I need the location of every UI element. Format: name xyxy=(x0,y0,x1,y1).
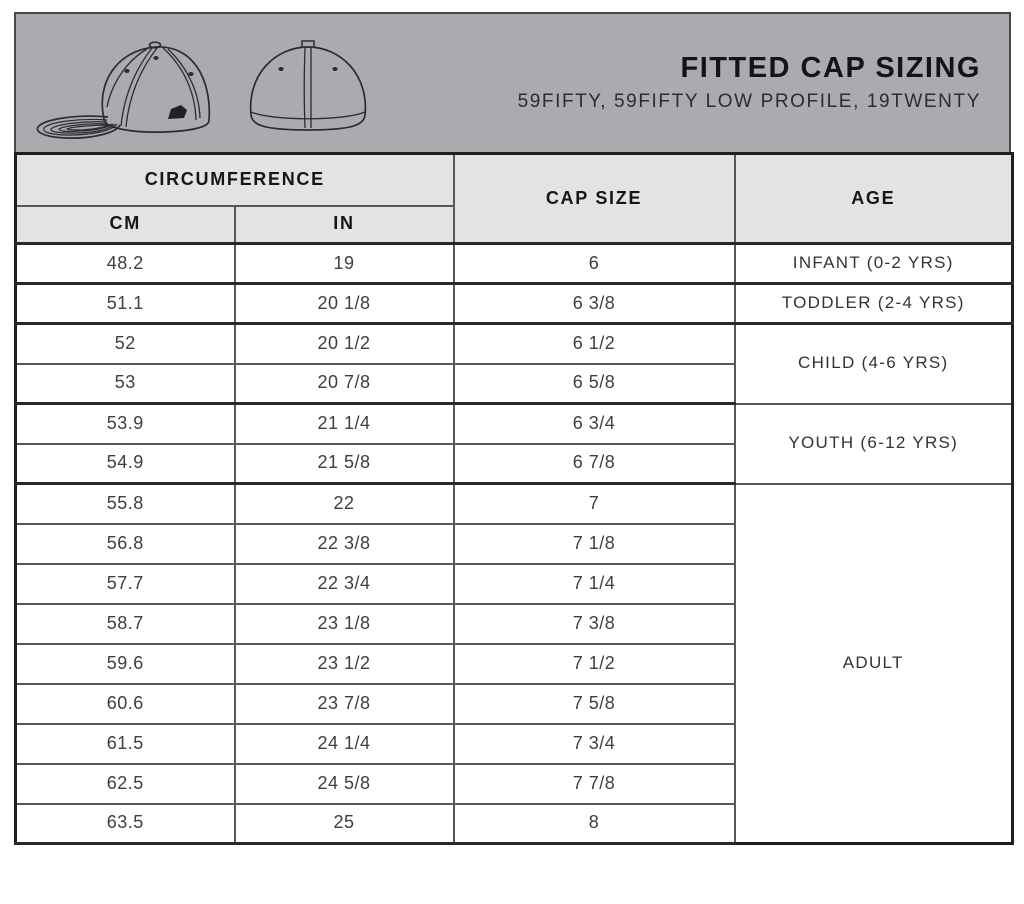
sheet-content xyxy=(14,12,1011,845)
cell-in: 23 7/8 xyxy=(235,684,454,724)
cell-age-group: INFANT (0-2 YRS) xyxy=(735,244,1013,284)
cell-cm: 55.8 xyxy=(16,484,235,524)
header-cm: CM xyxy=(16,206,235,244)
table-row xyxy=(16,324,1013,364)
cell-cap-size: 8 xyxy=(454,804,735,844)
cell-cm: 61.5 xyxy=(16,724,235,764)
cell-cap-size: 7 5/8 xyxy=(454,684,735,724)
cell-in: 22 3/8 xyxy=(235,524,454,564)
cell-cap-size: 6 3/4 xyxy=(454,404,735,444)
cell-in: 24 5/8 xyxy=(235,764,454,804)
header-circumference: CIRCUMFERENCE xyxy=(16,154,454,206)
cell-cm: 54.9 xyxy=(16,444,235,484)
cap-illustrations xyxy=(16,26,372,140)
cell-age-group: ADULT xyxy=(735,484,1013,844)
cell-cm: 53.9 xyxy=(16,404,235,444)
cell-cap-size: 7 7/8 xyxy=(454,764,735,804)
cell-cap-size: 6 1/2 xyxy=(454,324,735,364)
cell-in: 20 7/8 xyxy=(235,364,454,404)
banner-titles xyxy=(518,53,1009,112)
cell-in: 21 5/8 xyxy=(235,444,454,484)
cell-in: 22 xyxy=(235,484,454,524)
cell-cm: 60.6 xyxy=(16,684,235,724)
cell-cap-size: 6 7/8 xyxy=(454,444,735,484)
header-in: IN xyxy=(235,206,454,244)
cell-cm: 52 xyxy=(16,324,235,364)
cell-in: 20 1/8 xyxy=(235,284,454,324)
cell-age-group: TODDLER (2-4 YRS) xyxy=(735,284,1013,324)
cell-cap-size: 7 1/4 xyxy=(454,564,735,604)
cell-cm: 51.1 xyxy=(16,284,235,324)
cell-in: 25 xyxy=(235,804,454,844)
table-row xyxy=(16,244,1013,284)
cell-cm: 57.7 xyxy=(16,564,235,604)
table-row xyxy=(16,404,1013,444)
cell-cap-size: 7 xyxy=(454,484,735,524)
cell-in: 23 1/8 xyxy=(235,604,454,644)
cell-in: 19 xyxy=(235,244,454,284)
sizing-table xyxy=(14,152,1014,845)
cell-cm: 62.5 xyxy=(16,764,235,804)
cell-cm: 63.5 xyxy=(16,804,235,844)
cell-in: 22 3/4 xyxy=(235,564,454,604)
cell-in: 23 1/2 xyxy=(235,644,454,684)
header-cap-size: CAP SIZE xyxy=(454,154,735,244)
header-age: AGE xyxy=(735,154,1013,244)
cell-age-group: CHILD (4-6 YRS) xyxy=(735,324,1013,404)
cell-cm: 48.2 xyxy=(16,244,235,284)
cell-cap-size: 7 3/8 xyxy=(454,604,735,644)
cell-in: 21 1/4 xyxy=(235,404,454,444)
cap-back-view-icon xyxy=(244,38,372,140)
table-header xyxy=(16,154,1013,244)
cell-cap-size: 6 3/8 xyxy=(454,284,735,324)
table-row xyxy=(16,484,1013,524)
cell-cap-size: 6 5/8 xyxy=(454,364,735,404)
table-row xyxy=(16,284,1013,324)
cell-age-group: YOUTH (6-12 YRS) xyxy=(735,404,1013,484)
cell-cap-size: 7 3/4 xyxy=(454,724,735,764)
page-title: FITTED CAP SIZING xyxy=(680,52,981,85)
cell-cm: 58.7 xyxy=(16,604,235,644)
cell-in: 20 1/2 xyxy=(235,324,454,364)
cap-side-view-icon xyxy=(32,32,216,140)
cell-cm: 59.6 xyxy=(16,644,235,684)
cell-cap-size: 7 1/2 xyxy=(454,644,735,684)
cell-cap-size: 7 1/8 xyxy=(454,524,735,564)
banner xyxy=(14,12,1011,152)
cell-cm: 56.8 xyxy=(16,524,235,564)
cell-cm: 53 xyxy=(16,364,235,404)
page-subtitle: 59FIFTY, 59FIFTY LOW PROFILE, 19TWENTY xyxy=(517,90,981,112)
cell-in: 24 1/4 xyxy=(235,724,454,764)
cell-cap-size: 6 xyxy=(454,244,735,284)
size-table-body xyxy=(16,244,1013,844)
